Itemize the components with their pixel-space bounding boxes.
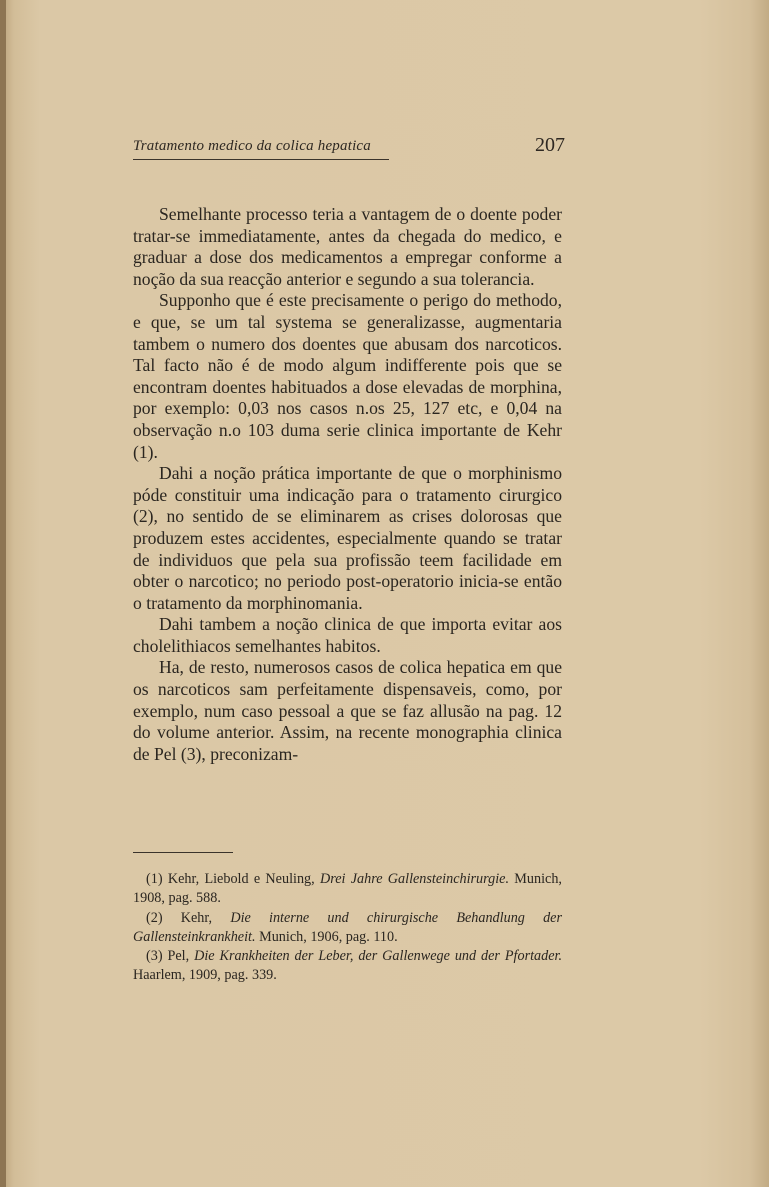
footnote <box>133 947 562 986</box>
footnote-publication: Munich, 1908, pag. 588. <box>133 871 562 907</box>
footnote <box>133 909 562 948</box>
footnote-authors: Pel, <box>167 948 190 965</box>
paragraph: Dahi a noção prática importante de que o morphinismo póde constituir uma indicação para o tratamento cirurgico (2), no sentido de se eliminarem as crises dolorosas que produzem estes accidentes, especialmente quando se tratar de individuos que pela sua profissão teem facilidade em obter o narcotico; no periodo post-operatorio inicia-se então o tratamento da morphinomania. <box>133 463 562 613</box>
main-text <box>133 204 562 765</box>
footnote-marker: (3) <box>146 948 163 965</box>
running-title: Tratamento medico da colica hepatica <box>133 138 389 160</box>
paragraph: Semelhante processo teria a vantagem de o doente poder tratar-se immediatamente, antes da chegada do medico, e graduar a dose dos medicamentos a empregar conforme a noção da sua reacção anterior e segundo a sua tolerancia. <box>133 204 562 289</box>
footnote-title: Die Krankheiten der Leber, der Gallenwege und der Pfortader. <box>194 948 563 965</box>
footnote-authors: Kehr, <box>180 909 213 926</box>
paragraph: Supponho que é este precisamente o perigo do methodo, e que, se um tal systema se generalizasse, augmentaria tambem o numero dos doentes que abusam dos narcoticos. Tal facto não é de modo algum indifferente pois que se encontram doentes habituados a dose elevadas de morphina, por exemplo: 0,03 nos casos n.os 25, 127 etc, e 0,04 na observação n.o 103 duma serie clinica importante de Kehr (1). <box>133 290 562 462</box>
footnote-publication: Haarlem, 1909, pag. 339. <box>133 967 277 984</box>
footnote-divider <box>133 852 233 853</box>
footnote-title: Drei Jahre Gallensteinchirurgie. <box>319 871 510 887</box>
page-binding-edge <box>0 0 6 1187</box>
page-number: 207 <box>535 134 565 156</box>
footnotes <box>133 870 562 986</box>
footnote-marker: (1) <box>146 871 163 887</box>
page-header <box>133 134 565 174</box>
paragraph: Ha, de resto, numerosos casos de colica hepatica em que os narcoticos sam perfeitamente dispensaveis, como, por exemplo, num caso pessoal a que se faz allusão na pag. 12 do volume anterior. Assim, na recente monographia clinica de Pel (3), preconizam- <box>133 657 562 764</box>
footnote-authors: Kehr, Liebold e Neuling, <box>167 871 315 887</box>
footnote-publication: Munich, 1906, pag. 110. <box>259 928 398 945</box>
footnote-title: Die interne und chirurgische Behandlung der Gallensteinkrankheit. <box>133 909 563 945</box>
footnote-marker: (2) <box>146 909 163 926</box>
footnote <box>133 870 562 909</box>
paragraph: Dahi tambem a noção clinica de que importa evitar aos cholelithiacos semelhantes habitos. <box>133 614 562 656</box>
